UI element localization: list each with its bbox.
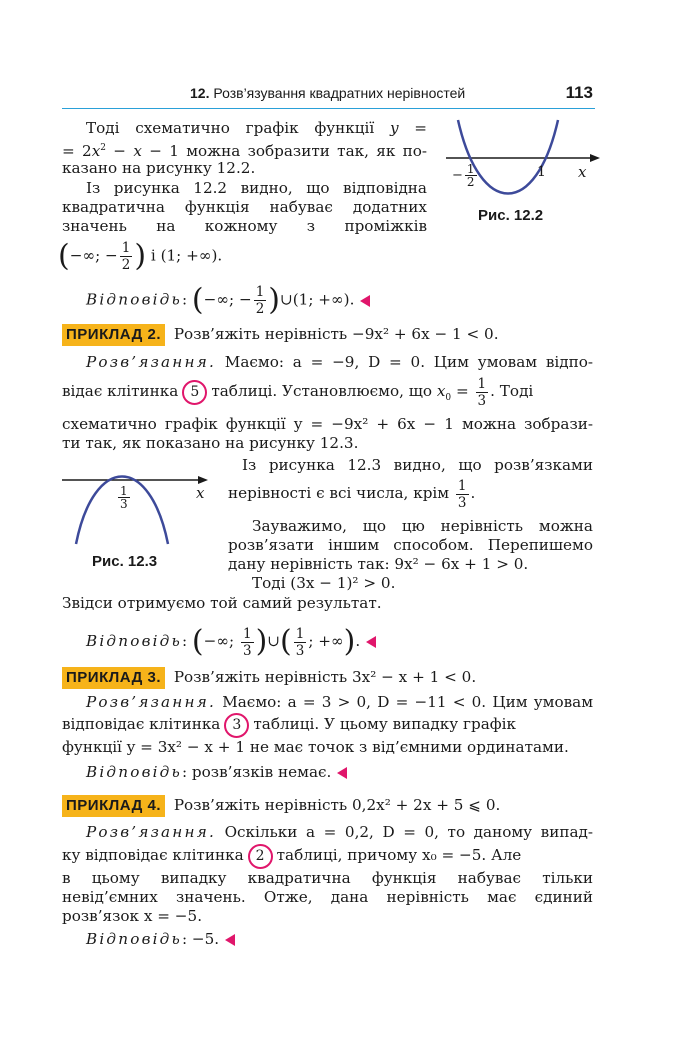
text-line: дану нерівність так: 9x² − 6x + 1 > 0.	[228, 555, 529, 573]
text-line: відповідає клітинка 3 таблиці. У цьому випадку графік	[62, 709, 516, 739]
example-2-heading	[62, 324, 499, 346]
vertex-label: $\frac{1}{3}$	[120, 484, 128, 511]
answer-line: Відповідь: −5.	[86, 929, 235, 949]
example-4-heading	[62, 795, 500, 817]
root-left-label: − $\frac{1}{2}$	[452, 162, 475, 189]
text-line: Розв’язання. Маємо: a = 3 > 0, D = −11 < 0. Цим умовам	[86, 693, 594, 711]
text-line: значень на кожному з проміжків	[62, 217, 427, 235]
text-line: Тоді (3x − 1)² > 0.	[252, 574, 396, 592]
text-line: в цьому випадку квадратична функція набуває тільки	[62, 869, 593, 887]
chapter-title-text: Розв’язування квадратних нерівностей	[213, 85, 466, 101]
text-line: ти так, як показано на рисунку 12.3.	[62, 434, 359, 452]
answer-label: Відповідь	[86, 930, 182, 948]
example-task: Розв’яжіть нерівність 0,2x² + 2x + 5 ⩽ 0.	[173, 796, 501, 814]
example-tag: ПРИКЛАД 4.	[62, 795, 165, 817]
solution-label: Розв’язання.	[86, 823, 216, 841]
page-header	[62, 82, 595, 109]
end-marker-icon	[360, 295, 370, 307]
end-marker-icon	[225, 934, 235, 946]
axis-arrow-icon	[198, 476, 208, 484]
example-tag: ПРИКЛАД 2.	[62, 324, 165, 346]
text-line: Із рисунка 12.2 видно, що відповідна	[86, 179, 427, 197]
figure-caption-12-3: Рис. 12.3	[92, 553, 158, 570]
answer-label: Відповідь	[86, 763, 182, 781]
text-line: Розв’язання. Маємо: a = −9, D = 0. Цим умовам відпо-	[86, 353, 594, 371]
text-line: Тоді схематично графік функції y =	[86, 119, 427, 137]
text-line: схематично графік функції y = −9x² + 6x − 1 можна зобрази-	[62, 415, 593, 433]
table-cell-marker: 3	[224, 713, 249, 738]
page-number: 113	[565, 83, 593, 102]
table-cell-marker: 5	[182, 380, 207, 405]
answer-line: Відповідь: розв’язків немає.	[86, 762, 347, 782]
interval-line: (−∞; − $\frac{1}{2}$ ) і (1; +∞).	[58, 238, 223, 274]
text-line: нерівності є всі числа, крім $\frac{1}{3}$ .	[228, 477, 476, 511]
example-tag: ПРИКЛАД 3.	[62, 667, 165, 689]
text-line: розв’язок x = −5.	[62, 907, 203, 925]
answer-line: Відповідь: (−∞; $\frac{1}{3}$ )∪( $\frac{1}{3}$ ; +∞).	[86, 625, 376, 659]
text-line: функції y = 3x² − x + 1 не має точок з від’ємними ординатами.	[62, 738, 569, 756]
chapter-number: 12.	[190, 85, 210, 101]
solution-label: Розв’язання.	[86, 353, 216, 371]
text-line: відає клітинка 5 таблиці. Установлюємо, що $x_0$ = $\frac{1}{3}$ . Тоді	[62, 375, 534, 409]
text-line: розв’язати іншим способом. Перепишемо	[228, 536, 593, 554]
text-line: Звідси отримуємо той самий результат.	[62, 594, 382, 612]
figure-12-3	[58, 466, 218, 546]
answer-line: Відповідь: (−∞; − $\frac{1}{2}$ )∪(1; +∞).	[86, 284, 370, 317]
text-line: невід’ємних значень. Отже, дана нерівність має єдиний	[62, 888, 593, 906]
answer-label: Відповідь	[86, 290, 182, 309]
example-3-heading	[62, 667, 476, 689]
root-right-label: 1	[537, 164, 546, 180]
example-task: Розв’яжіть нерівність 3x² − x + 1 < 0.	[173, 668, 477, 686]
text-line: Зауважимо, що цю нерівність можна	[252, 517, 593, 535]
text-line: Із рисунка 12.3 видно, що розв’язками	[242, 456, 593, 474]
text-line: казано на рисунку 12.2.	[62, 159, 256, 177]
x-axis-label: x	[578, 163, 587, 181]
text-line: Розв’язання. Оскільки a = 0,2, D = 0, то даному випад-	[86, 823, 593, 841]
example-task: Розв’яжіть нерівність −9x² + 6x − 1 < 0.	[173, 325, 499, 343]
axis-arrow-icon	[590, 154, 600, 162]
answer-label: Відповідь	[86, 632, 182, 650]
text-line: = $2x^2 - x - 1$ можна зобразити так, як по-	[62, 142, 427, 161]
figure-caption-12-2: Рис. 12.2	[478, 207, 544, 224]
table-cell-marker: 2	[248, 844, 273, 869]
text-line: квадратична функція набуває додатних	[62, 198, 427, 216]
x-axis-label: x	[196, 484, 205, 502]
solution-label: Розв’язання.	[86, 693, 216, 711]
end-marker-icon	[366, 636, 376, 648]
chapter-title	[190, 85, 465, 101]
text-line: ку відповідає клітинка 2 таблиці, причому x₀ = −5. Але	[62, 840, 521, 870]
end-marker-icon	[337, 767, 347, 779]
